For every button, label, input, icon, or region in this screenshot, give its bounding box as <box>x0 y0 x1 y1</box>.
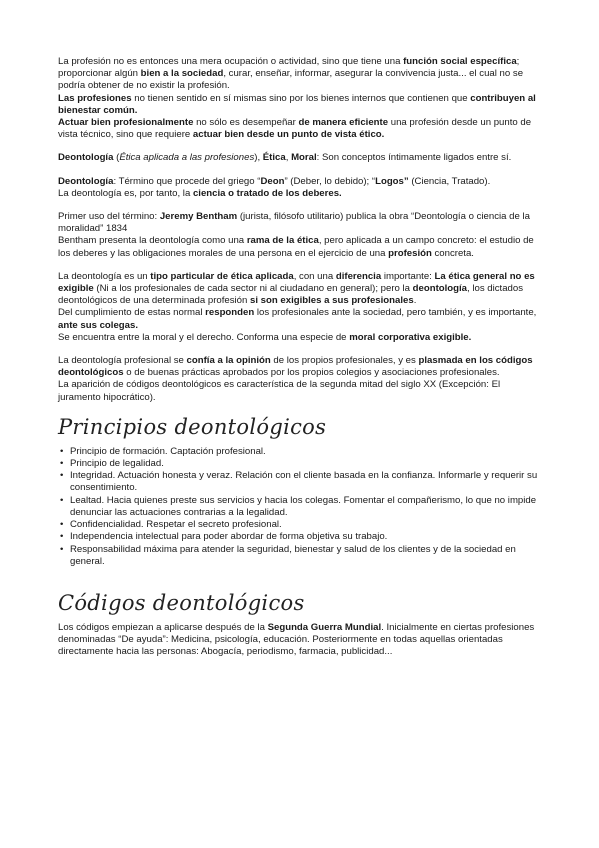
paragraph-act-well <box>58 117 544 141</box>
text: no tienen sentido en sí mismas sino por los bienes internos que contienen que <box>131 92 471 104</box>
bold-text: confía a la opinión <box>186 355 271 367</box>
bold-text: deontología <box>412 283 468 295</box>
text: : Son conceptos íntimamente ligados entre sí. <box>316 152 512 164</box>
text: , los dictados deontológicos de una determinada profesión <box>58 283 524 307</box>
list-item: • Lealtad. Hacia quienes preste sus servicios y hacia los colegas. Fomentar el compañerismo, lo que no impide denunciar las actuaciones contrarias a la legalidad. <box>70 495 544 519</box>
paragraph-compliance <box>58 307 544 331</box>
text: Bentham presenta la deontología como una <box>58 235 247 247</box>
bold-text: diferencia <box>335 270 382 282</box>
bold-text: de manera eficiente <box>298 117 389 129</box>
text: de los propios profesionales, y es <box>270 355 419 367</box>
list-item: • Responsabilidad máxima para atender la seguridad, bienestar y salud de los clientes y de la sociedad en general. <box>70 544 544 568</box>
bold-text: función social específica <box>403 56 517 67</box>
heading-codes: Códigos deontológicos <box>58 590 305 615</box>
paragraph-codes-history <box>58 622 544 659</box>
bold-text: Ética <box>262 152 286 164</box>
bold-text: tipo particular de ética aplicada <box>150 270 294 282</box>
text: La deontología es un <box>58 270 151 282</box>
bold-text: Jeremy Bentham <box>159 211 238 223</box>
text: concreta. <box>431 247 474 259</box>
text: (jurista, filósofo utilitario) publica la obra “Deontología o ciencia de la moralidad” 1834 <box>58 211 530 235</box>
paragraph-professions <box>58 93 544 117</box>
bold-text: Actuar bien profesionalmente <box>58 117 194 129</box>
principles-list <box>58 446 544 568</box>
bold-text: responden <box>205 307 255 319</box>
text: o de buenas prácticas aprobados por los propios colegios y asociaciones profesionales. <box>123 367 500 379</box>
text: Se encuentra entre la moral y el derecho. Conforma una especie de <box>58 331 350 343</box>
list-item: • Independencia intelectual para poder abordar de forma objetiva su trabajo. <box>70 531 544 543</box>
list-item: • Principio de formación. Captación profesional. <box>70 446 544 458</box>
bold-text: La ética general no es exigible <box>58 270 535 295</box>
bold-text: actuar bien desde un punto de vista ético. <box>192 129 385 141</box>
bold-text: ante sus colegas. <box>58 319 138 331</box>
paragraph-bentham <box>58 235 544 259</box>
text: . Inicialmente en ciertas profesiones denominadas “De ayuda”: Medicina, psicología, educación. Posteriormente en todas aquellas orientadas directamente hacia las personas: Abogacía, periodismo, farmacia, publicidad... <box>58 621 535 658</box>
text: ” (Deber, lo debido); “ <box>284 175 376 187</box>
text: Primer uso del término: <box>58 211 160 223</box>
text: (Ni a los profesionales de cada sector ni al ciudadano en general); pero la <box>93 283 413 295</box>
text: , curar, enseñar, informar, asegurar la convivencia justa... el cual no se podría obtener de no existir la profesión. <box>58 68 524 92</box>
bold-text: Moral <box>291 152 317 164</box>
heading-principles: Principios deontológicos <box>58 414 327 439</box>
paragraph-definition <box>58 176 544 188</box>
text: : Término que procede del griego “ <box>113 175 261 187</box>
paragraph-applied-ethics <box>58 271 544 308</box>
text: (Ciencia, Tratado). <box>408 175 491 187</box>
text: Del cumplimiento de estas normal <box>58 307 206 319</box>
paragraph-professional-opinion <box>58 355 544 379</box>
paragraph-science-of-duties <box>58 188 544 200</box>
bold-text: bien a la sociedad <box>140 68 224 80</box>
spacer <box>58 260 544 271</box>
paragraph-first-use <box>58 211 544 235</box>
spacer <box>58 141 544 152</box>
document-page <box>58 56 544 659</box>
bold-text: moral corporativa exigible. <box>349 331 472 343</box>
text: los profesionales ante la sociedad, pero también, y es importante, <box>254 307 537 319</box>
paragraph-corporate-moral <box>58 332 544 344</box>
bold-text: Deontología <box>58 152 114 164</box>
list-item: • Confidencialidad. Respetar el secreto profesional. <box>70 519 544 531</box>
list-item: • Principio de legalidad. <box>70 458 544 470</box>
bold-text: Las profesiones <box>58 92 132 104</box>
list-item: • Integridad. Actuación honesta y veraz. Relación con el cliente basada en la confianza. Informarle y requerir su consentimiento. <box>70 470 544 494</box>
bold-text: rama de la ética <box>246 235 319 247</box>
paragraph-social-function <box>58 56 544 93</box>
text: , con una <box>293 270 336 282</box>
bold-text: Logos” <box>375 175 409 187</box>
text: La deontología profesional se <box>58 355 187 367</box>
bold-text: plasmada en los códigos deontológicos <box>58 355 533 379</box>
text: Los códigos empiezan a aplicarse después de la <box>58 621 268 633</box>
bold-text: si son exigibles a sus profesionales <box>250 295 414 307</box>
text: importante: <box>381 270 435 282</box>
spacer <box>58 200 544 211</box>
text: no sólo es desempeñar <box>193 117 299 129</box>
text: . <box>413 295 417 307</box>
text: ), <box>254 152 263 164</box>
bold-text: Segunda Guerra Mundial <box>267 621 382 633</box>
text: , <box>285 152 292 164</box>
text: una profesión desde un punto de vista técnico, sino que requiere <box>58 117 532 141</box>
text: ( <box>113 152 120 164</box>
bold-text: Deontología <box>58 175 114 187</box>
bold-text: contribuyen al bienestar común. <box>58 92 536 116</box>
bold-text: profesión <box>388 247 432 259</box>
paragraph-concepts <box>58 152 544 164</box>
bold-text: Deon <box>260 175 285 187</box>
italic-text: Ética aplicada a las profesiones <box>119 152 255 164</box>
spacer <box>58 165 544 176</box>
paragraph-codes-appearance <box>58 379 544 403</box>
text: La aparición de códigos deontológicos es característica de la segunda mitad del siglo XX (Excepción: El juramento hipocrático). <box>58 379 501 403</box>
text: La deontología es, por tanto, la <box>58 187 193 199</box>
text: , pero aplicada a un campo concreto: el estudio de los deberes y las obligaciones morales de una persona en el ejercicio de una <box>58 235 534 259</box>
spacer <box>58 344 544 355</box>
text: ; proporcionar algún <box>58 56 520 80</box>
bold-text: ciencia o tratado de los deberes. <box>192 187 342 199</box>
text: La profesión no es entonces una mera ocupación o actividad, sino que tiene una <box>58 56 404 67</box>
